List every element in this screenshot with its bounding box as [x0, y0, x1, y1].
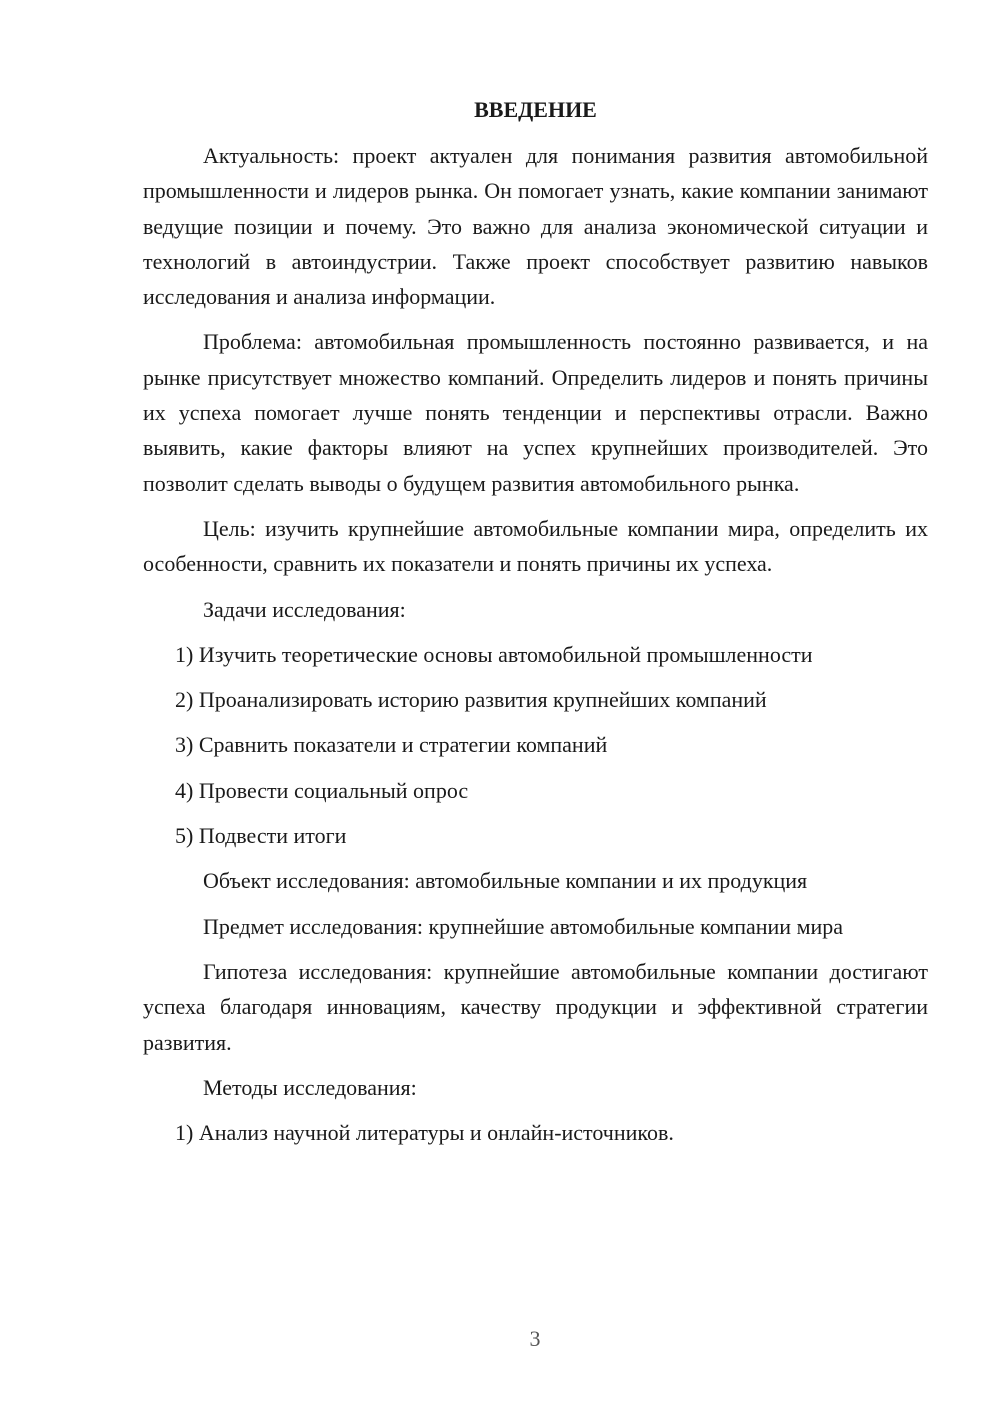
relevance-paragraph: Актуальность: проект актуален для понимания развития автомобильной промышленности и лидеров рынка. Он помогает узнать, какие компании занимают ведущие позиции и почему. Это важно для анализа экономической ситуации и технологий в автоиндустрии. Также проект способствует развитию навыков исследования и анализа информации.	[143, 143, 928, 310]
subject-paragraph: Предмет исследования: крупнейшие автомобильные компании мира	[203, 913, 844, 939]
object-paragraph: Объект исследования: автомобильные компании и их продукция	[203, 868, 808, 894]
task-item-5: 5) Подвести итоги	[175, 823, 347, 849]
methods-heading: Методы исследования:	[203, 1074, 417, 1100]
hypothesis-paragraph: Гипотеза исследования: крупнейшие автомобильные компании достигают успеха благодаря инновациям, качеству продукции и эффективной стратегии развития.	[143, 958, 928, 1055]
goal-paragraph: Цель: изучить крупнейшие автомобильные компании мира, определить их особенности, сравнить их показатели и понять причины их успеха.	[143, 515, 928, 577]
problem-paragraph: Проблема: автомобильная промышленность постоянно развивается, и на рынке присутствует множество компаний. Определить лидеров и понять причины их успеха помогает лучше понять тенденции и перспективы отрасли. Важно выявить, какие факторы влияют на успех крупнейших производителей. Это позволит сделать выводы о будущем развития автомобильного рынка.	[143, 329, 928, 496]
tasks-heading: Задачи исследования:	[203, 596, 406, 622]
section-title: ВВЕДЕНИЕ	[474, 97, 597, 122]
task-item-3: 3) Сравнить показатели и стратегии компаний	[175, 732, 608, 758]
method-item-1: 1) Анализ научной литературы и онлайн-источников.	[175, 1120, 674, 1146]
task-item-2: 2) Проанализировать историю развития крупнейших компаний	[175, 687, 767, 713]
task-item-1: 1) Изучить теоретические основы автомобильной промышленности	[175, 641, 813, 667]
document-page	[143, 90, 928, 1160]
task-item-4: 4) Провести социальный опрос	[175, 777, 469, 803]
page-number: 3	[529, 1326, 541, 1351]
